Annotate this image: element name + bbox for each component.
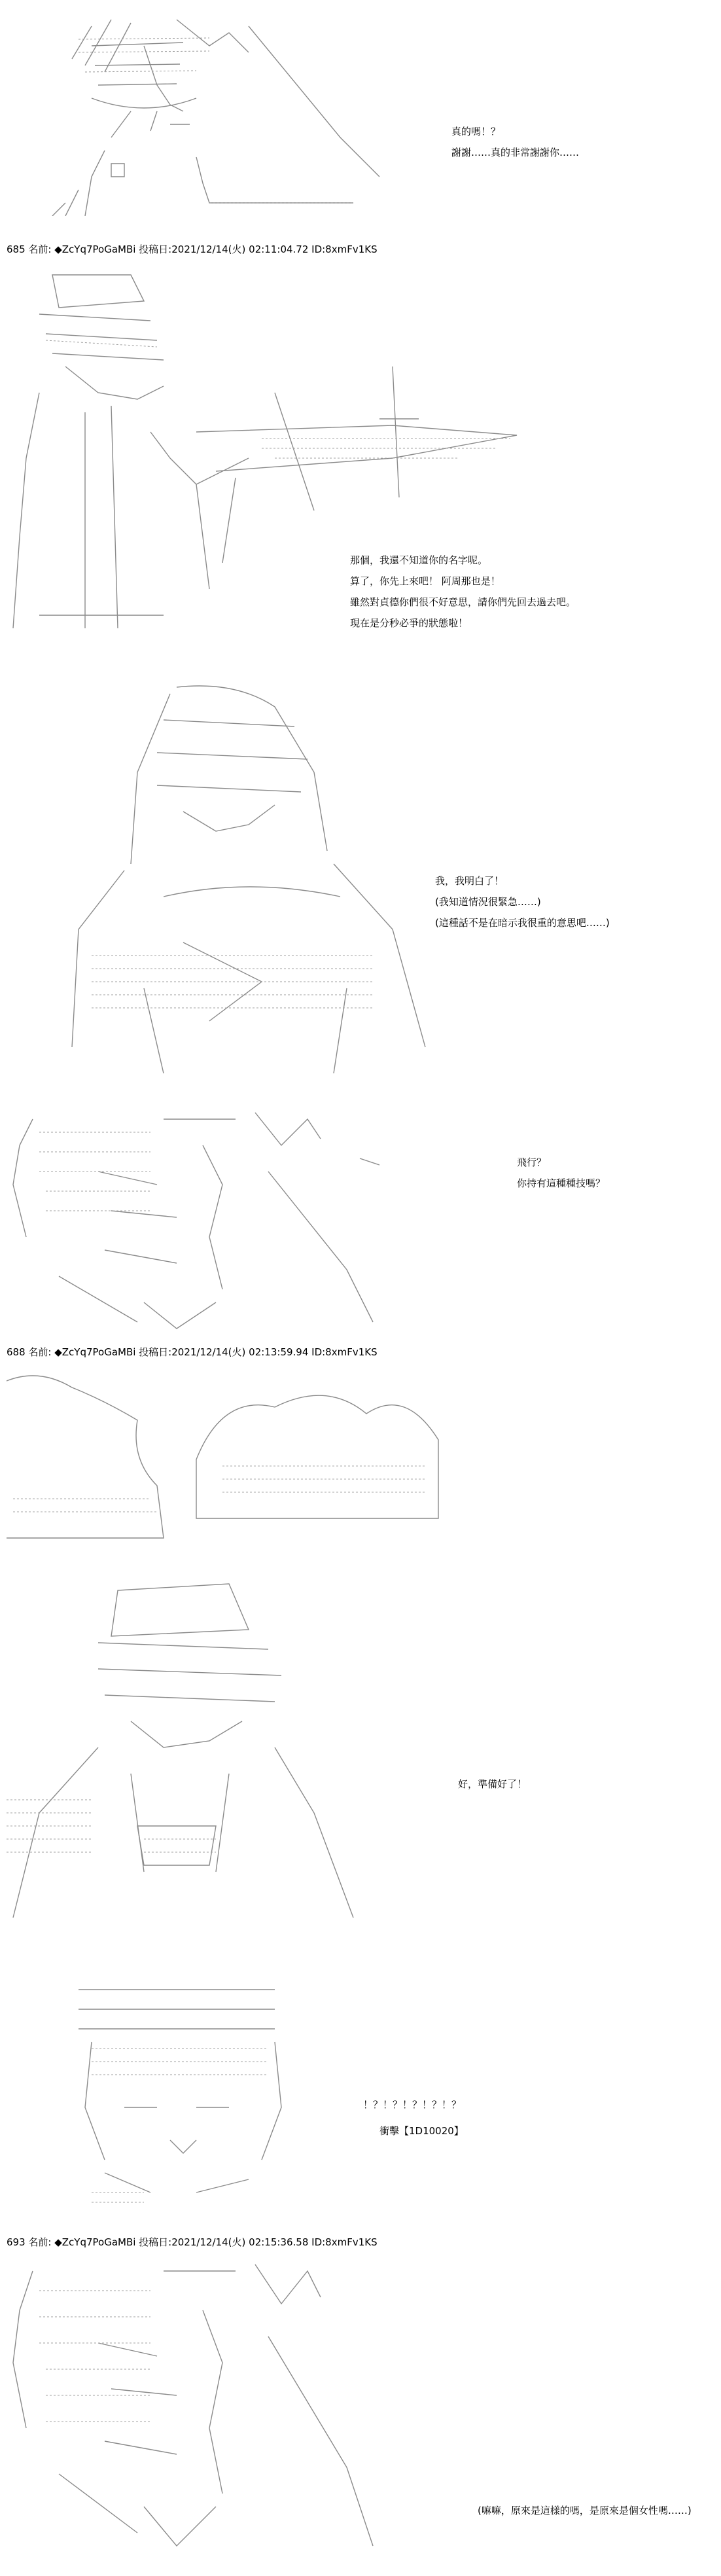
dialogue-line: 飛行？ <box>517 1156 547 1168</box>
dialogue-line: ！？！？！？！？！？ <box>363 2099 462 2111</box>
dialogue-line: 真的嗎！？ <box>451 126 501 137</box>
post-header-688: 688 名前: ◆ZcYq7PoGaMBi 投稿日:2021/12/14(火) 02:13:59.94 ID:8xmFv1KS <box>7 1346 378 1358</box>
post-header-685: 685 名前: ◆ZcYq7PoGaMBi 投稿日:2021/12/14(火) 02:11:04.72 ID:8xmFv1KS <box>7 243 378 255</box>
dialogue-line: 你持有這種種技嗎？ <box>517 1177 606 1189</box>
dialogue-line: 現在是分秒必爭的狀態啦！ <box>350 617 468 629</box>
dialogue-panel-1 <box>451 121 579 163</box>
ascii-art-shocked-face <box>65 1977 314 2212</box>
dialogue-line: 算了，你先上來吧！ 阿周那也是！ <box>350 575 501 587</box>
ascii-art-face-1 <box>13 7 393 216</box>
ascii-art-character-ready <box>0 1577 366 1944</box>
ascii-art-face-3 <box>7 2258 393 2566</box>
dialogue-line: (這種話不是在暗示我很重的意思吧……) <box>435 917 610 929</box>
dialogue-line: 那個，我還不知道你的名字呢。 <box>350 554 488 566</box>
dialogue-panel-2 <box>350 550 576 634</box>
dialogue-panel-7 <box>379 2120 464 2141</box>
dialogue-panel-8 <box>478 2500 692 2521</box>
post-header-693: 693 名前: ◆ZcYq7PoGaMBi 投稿日:2021/12/14(火) 02:15:36.58 ID:8xmFv1KS <box>7 2236 378 2248</box>
dialogue-panel-6 <box>363 2094 461 2115</box>
dialogue-line: (嘛嘛，原來是這樣的嗎，是原來是個女性嗎……) <box>478 2505 692 2516</box>
ascii-art-long-hair-character <box>65 681 432 1073</box>
ascii-art-face-2 <box>7 1106 393 1342</box>
dialogue-panel-3 <box>435 870 610 933</box>
dialogue-line: (我知道情況很緊急……) <box>435 896 541 908</box>
dialogue-panel-4 <box>517 1152 605 1194</box>
dialogue-panel-5 <box>458 1774 527 1795</box>
dialogue-line: 好，準備好了！ <box>458 1778 527 1790</box>
dialogue-line: 雖然對貞德你們很不好意思，請你們先回去過去吧。 <box>350 596 576 608</box>
dialogue-line: 謝謝……真的非常謝謝你…… <box>451 147 580 158</box>
dialogue-line: 我，我明白了！ <box>435 875 504 887</box>
ascii-art-clouds <box>0 1368 445 1551</box>
dialogue-line: 衝擊【1D10020】 <box>379 2125 464 2137</box>
